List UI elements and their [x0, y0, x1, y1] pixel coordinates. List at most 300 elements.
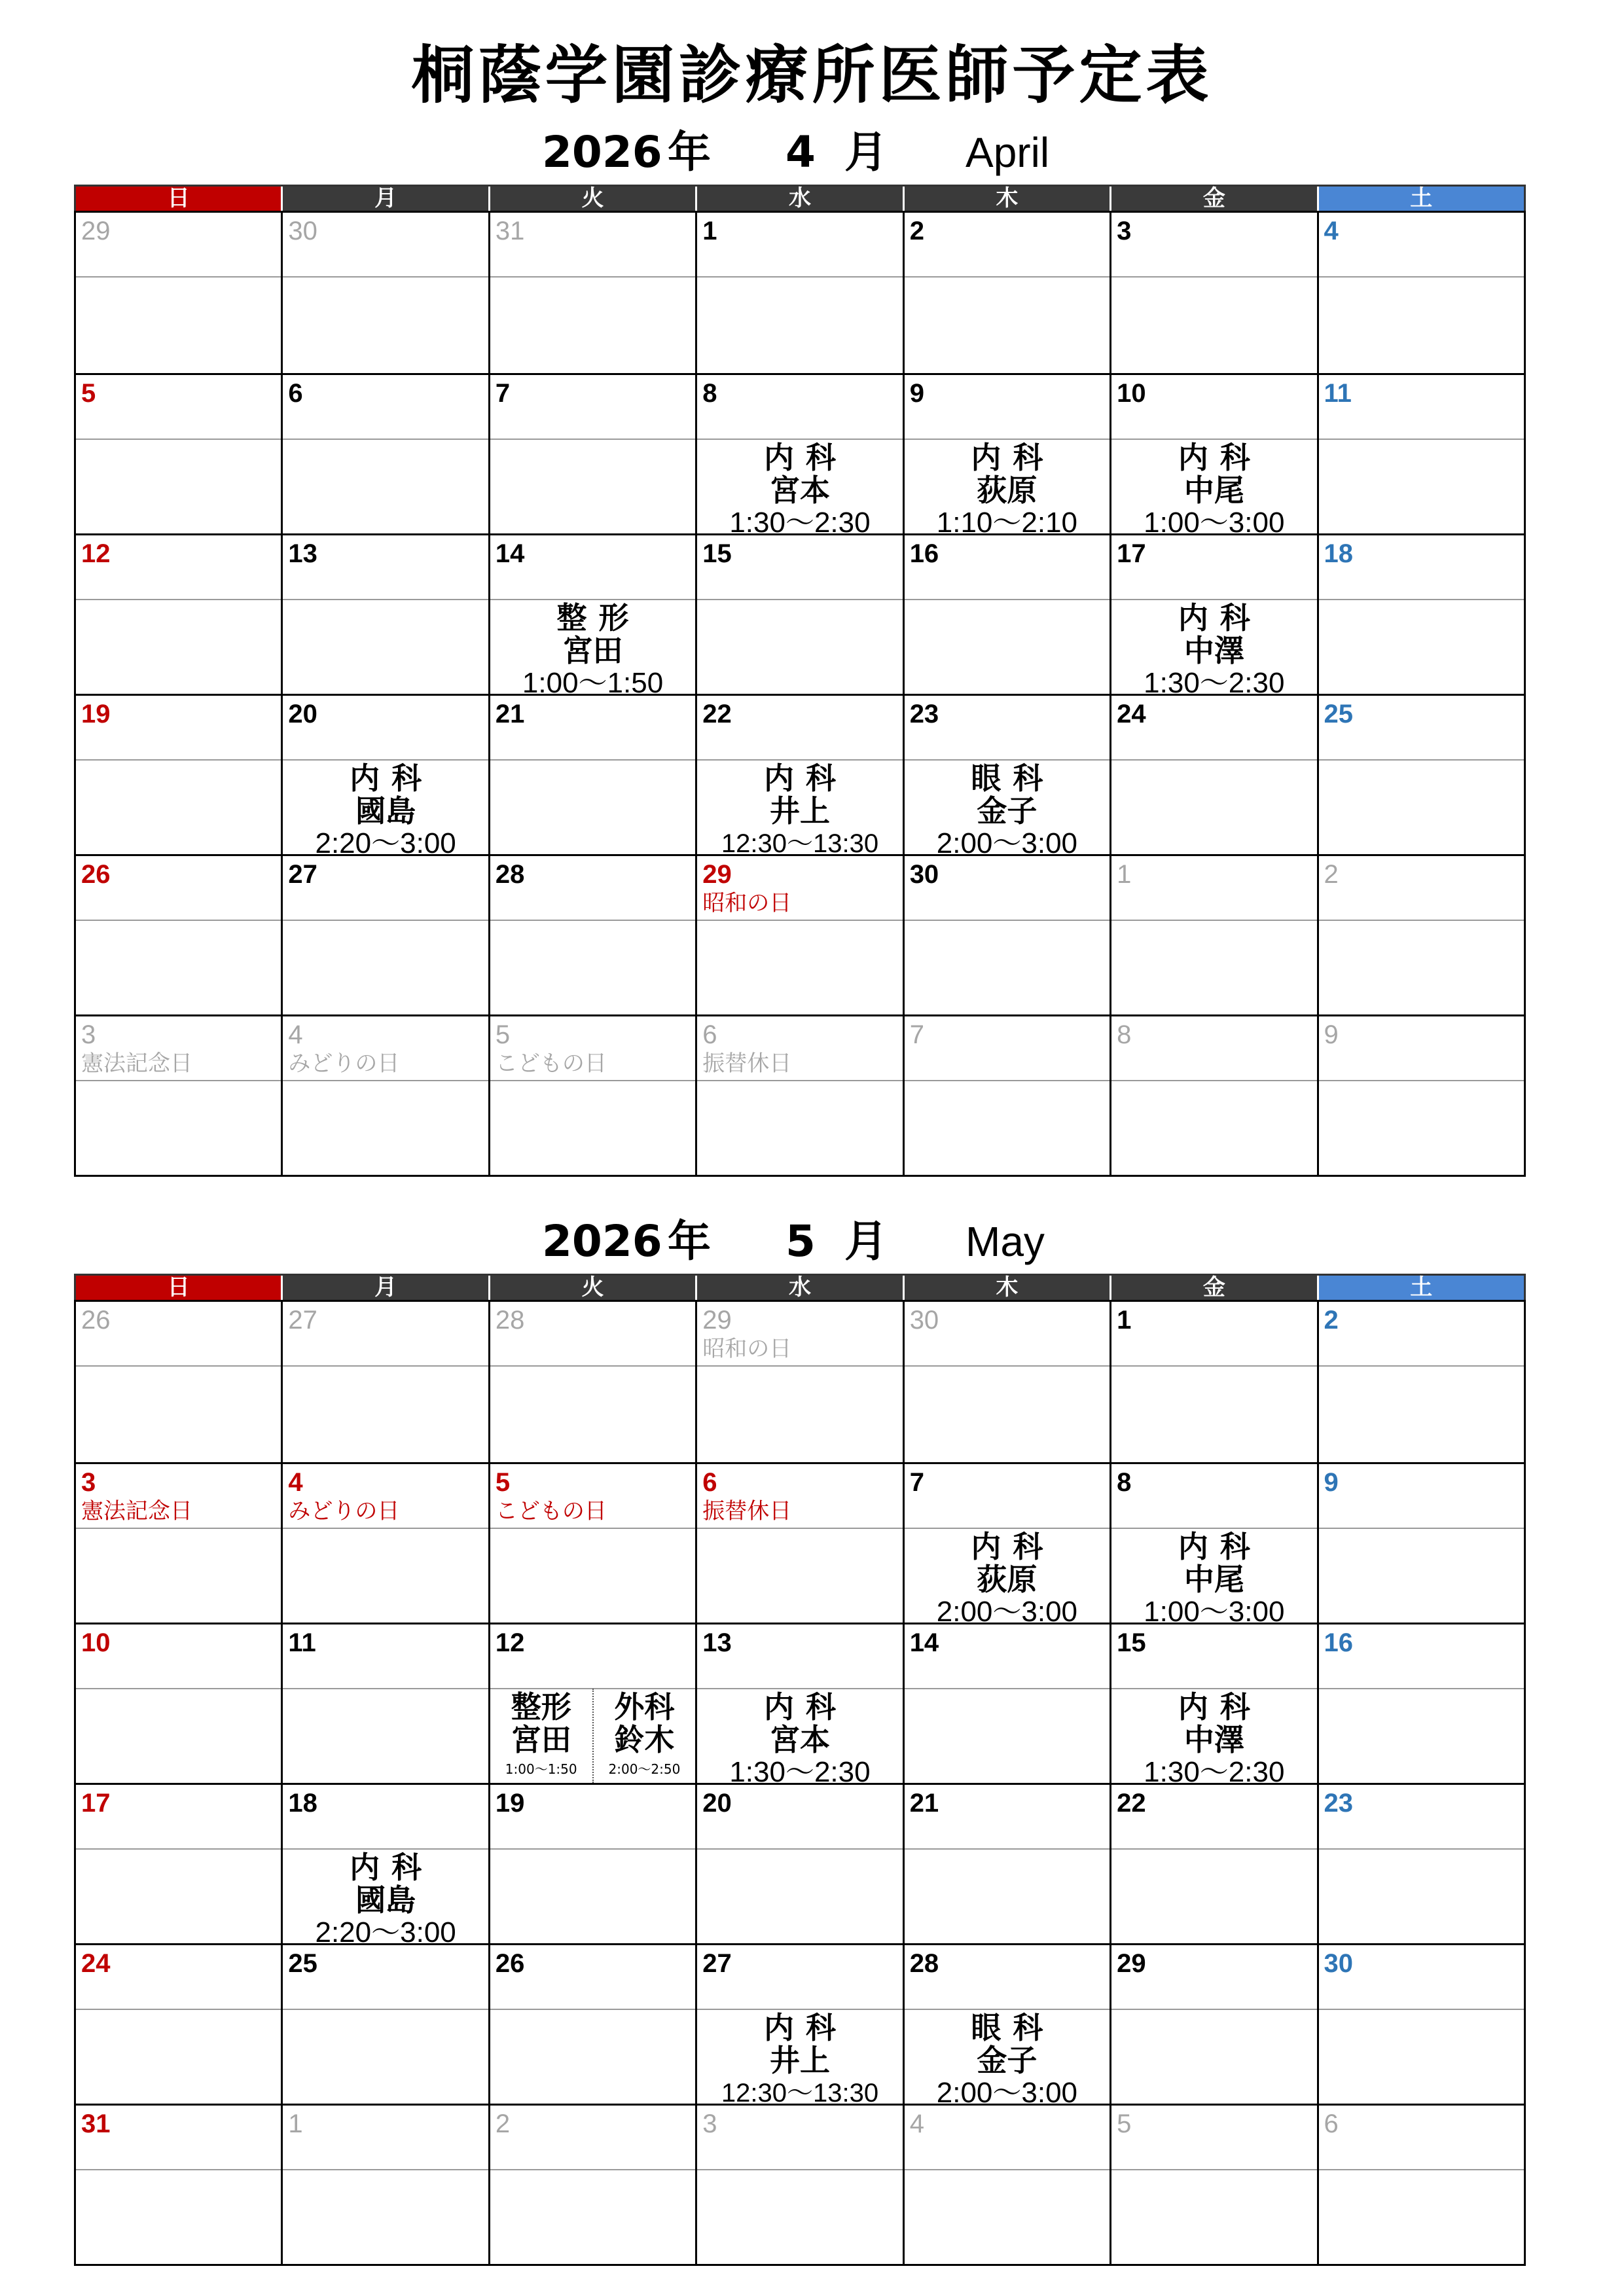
day-number: 6: [1324, 2109, 1339, 2138]
cell-divider: [697, 1365, 902, 1367]
day-number: 24: [1117, 700, 1146, 728]
calendar-day-cell: [695, 535, 902, 694]
holiday-label: みどりの日: [288, 1498, 400, 1524]
cell-divider: [1319, 1080, 1524, 1081]
doctor-appointment: [490, 600, 695, 694]
calendar-day-cell: [1110, 1945, 1316, 2104]
calendar-day-cell: [903, 1302, 1110, 1462]
day-number: 27: [702, 1949, 732, 1978]
cell-divider: [490, 2169, 695, 2170]
month-year: 2026: [542, 127, 662, 177]
calendar-week-row: [76, 1462, 1524, 1623]
calendar-day-cell: [1317, 1945, 1524, 2104]
calendar-day-cell: [76, 1464, 281, 1623]
month-unit: 月: [844, 127, 888, 177]
appointment-time: 1:30～2:30: [729, 1756, 871, 1783]
calendar-day-cell: [1317, 535, 1524, 694]
calendar-day-cell: [488, 1624, 695, 1783]
calendar-day-cell: [1110, 696, 1316, 854]
doctor-name: 宮田: [562, 633, 623, 668]
day-number: 8: [702, 379, 717, 408]
day-number: 29: [81, 217, 111, 245]
calendar-day-cell: [488, 535, 695, 694]
appointment-time: 12:30～13:30: [721, 829, 879, 854]
cell-divider: [1319, 1848, 1524, 1850]
appointment-time: 2:00～3:00: [936, 1596, 1078, 1623]
cell-divider: [1111, 2169, 1316, 2170]
cell-divider: [283, 2009, 488, 2010]
cell-divider: [76, 1365, 281, 1367]
cell-divider: [283, 920, 488, 921]
calendar-day-cell: [903, 856, 1110, 1014]
cell-divider: [1319, 439, 1524, 440]
day-number: 26: [495, 1949, 525, 1978]
calendar-day-cell: [488, 213, 695, 373]
doctor-appointment: [697, 1689, 902, 1783]
calendar-day-cell: [488, 696, 695, 854]
cell-divider: [490, 1365, 695, 1367]
holiday-label: 憲法記念日: [81, 1498, 192, 1524]
calendar-day-cell: [281, 1945, 488, 2104]
calendar-day-cell: [281, 1464, 488, 1623]
holiday-label: 振替休日: [702, 1498, 792, 1524]
doctor-name: 宮本: [769, 473, 830, 508]
calendar-day-cell: [281, 1016, 488, 1175]
cell-divider: [76, 599, 281, 600]
calendar-day-cell: [488, 1945, 695, 2104]
weekday-header-cell: 木: [903, 187, 1110, 211]
doctor-appointment: [905, 2009, 1110, 2104]
day-number: 3: [1117, 217, 1132, 245]
weekday-header-row: [74, 185, 1526, 211]
day-number: 23: [1324, 1789, 1354, 1818]
doctor-name: 井上: [769, 793, 830, 829]
calendar-day-cell: [76, 856, 281, 1014]
calendar-day-cell: [488, 1016, 695, 1175]
weekday-header-row: [74, 1274, 1526, 1300]
appointment-time: 2:20～3:00: [315, 1916, 456, 1943]
holiday-label: みどりの日: [288, 1050, 400, 1077]
calendar-day-cell: [488, 1302, 695, 1462]
day-number: 13: [702, 1628, 732, 1657]
calendar-week-row: [76, 1623, 1524, 1783]
calendar-april: [74, 185, 1526, 1177]
calendar-day-cell: [695, 696, 902, 854]
calendar-day-cell: [1317, 1624, 1524, 1783]
weekday-header-cell: 火: [488, 187, 695, 211]
calendar-grid: [74, 1300, 1526, 2266]
doctor-appointment: [283, 1849, 488, 1943]
day-number: 7: [909, 1468, 924, 1497]
calendar-day-cell: [1317, 213, 1524, 373]
cell-divider: [1111, 1848, 1316, 1850]
day-number: 28: [495, 1306, 525, 1335]
department-label: 内科: [763, 1689, 848, 1725]
calendar-day-cell: [903, 1016, 1110, 1175]
cell-divider: [1319, 2169, 1524, 2170]
cell-divider: [1319, 1528, 1524, 1529]
cell-divider: [490, 439, 695, 440]
day-number: 11: [288, 1628, 316, 1657]
department-label: 内科: [971, 440, 1055, 475]
cell-divider: [76, 2169, 281, 2170]
cell-divider: [697, 2169, 902, 2170]
day-number: 30: [1324, 1949, 1354, 1978]
doctor-appointment: [905, 760, 1110, 854]
cell-divider: [1111, 276, 1316, 278]
month-heading-april: [0, 117, 1624, 188]
day-number: 22: [702, 700, 732, 728]
day-number: 1: [702, 217, 717, 245]
appointment-time: 1:30～2:30: [729, 507, 871, 533]
calendar-day-cell: [1110, 213, 1316, 373]
calendar-week-row: [76, 694, 1524, 854]
day-number: 2: [909, 217, 924, 245]
calendar-day-cell: [281, 535, 488, 694]
department-label: 内科: [763, 2010, 848, 2045]
calendar-day-cell: [1317, 2106, 1524, 2264]
day-number: 31: [495, 217, 525, 245]
holiday-label: 昭和の日: [702, 890, 792, 916]
holiday-label: 昭和の日: [702, 1336, 792, 1362]
day-number: 2: [495, 2109, 511, 2138]
day-number: 9: [909, 379, 924, 408]
weekday-header-cell: 水: [695, 187, 902, 211]
calendar-day-cell: [1110, 1302, 1316, 1462]
cell-divider: [697, 920, 902, 921]
appointment-time: 2:00～2:50: [608, 1761, 681, 1777]
day-number: 30: [909, 860, 939, 889]
calendar-day-cell: [695, 856, 902, 1014]
day-number: 16: [909, 539, 939, 568]
doctor-name: 井上: [769, 2043, 830, 2078]
day-number: 18: [288, 1789, 317, 1818]
cell-divider: [1319, 759, 1524, 761]
day-number: 2: [1324, 1306, 1339, 1335]
day-number: 21: [909, 1789, 939, 1818]
day-number: 26: [81, 860, 111, 889]
day-number: 9: [1324, 1020, 1339, 1049]
cell-divider: [490, 920, 695, 921]
day-number: 9: [1324, 1468, 1339, 1497]
cell-divider: [1319, 1365, 1524, 1367]
appointment-time: 1:10～2:10: [936, 507, 1078, 533]
cell-divider: [283, 1688, 488, 1689]
day-number: 31: [81, 2109, 111, 2138]
calendar-day-cell: [76, 375, 281, 533]
doctor-name: 鈴木: [614, 1722, 675, 1757]
day-number: 28: [495, 860, 525, 889]
cell-divider: [905, 276, 1110, 278]
calendar-week-row: [76, 1014, 1524, 1175]
month-number: 5: [785, 1216, 816, 1266]
calendar-day-cell: [488, 1785, 695, 1943]
department-label: 内科: [763, 440, 848, 475]
doctor-appointment: [1111, 1689, 1316, 1783]
calendar-day-cell: [281, 213, 488, 373]
doctor-appointment: [1111, 1528, 1316, 1623]
cell-divider: [283, 1528, 488, 1529]
cell-divider: [76, 1848, 281, 1850]
doctor-appointment: [283, 760, 488, 854]
cell-divider: [697, 599, 902, 600]
day-number: 3: [81, 1468, 96, 1497]
calendar-day-cell: [488, 1464, 695, 1623]
calendar-day-cell: [281, 1302, 488, 1462]
calendar-day-cell: [695, 375, 902, 533]
calendar-day-cell: [1317, 1302, 1524, 1462]
calendar-day-cell: [281, 2106, 488, 2264]
day-number: 18: [1324, 539, 1354, 568]
department-label: 内科: [350, 761, 434, 796]
day-number: 1: [288, 2109, 303, 2138]
doctor-name: 宮田: [511, 1722, 571, 1757]
cell-divider: [76, 1080, 281, 1081]
cell-divider: [490, 1080, 695, 1081]
cell-divider: [1111, 1365, 1316, 1367]
day-number: 24: [81, 1949, 111, 1978]
day-number: 21: [495, 700, 525, 728]
cell-divider: [76, 920, 281, 921]
day-number: 25: [288, 1949, 317, 1978]
doctor-appointment: [697, 439, 902, 533]
department-label: 内科: [971, 1529, 1055, 1564]
calendar-may: [74, 1274, 1526, 2266]
day-number: 26: [81, 1306, 111, 1335]
calendar-day-cell: [1317, 375, 1524, 533]
calendar-grid: [74, 211, 1526, 1177]
department-label: 内科: [763, 761, 848, 796]
month-english-name: May: [965, 1218, 1045, 1265]
cell-divider: [905, 2169, 1110, 2170]
calendar-week-row: [76, 2104, 1524, 2264]
day-number: 14: [909, 1628, 939, 1657]
cell-divider: [697, 276, 902, 278]
calendar-day-cell: [903, 375, 1110, 533]
cell-divider: [283, 439, 488, 440]
weekday-header-cell: 木: [903, 1276, 1110, 1300]
calendar-day-cell: [76, 2106, 281, 2264]
day-number: 5: [495, 1468, 511, 1497]
calendar-day-cell: [695, 2106, 902, 2264]
cell-divider: [283, 1080, 488, 1081]
calendar-day-cell: [488, 856, 695, 1014]
day-number: 15: [1117, 1628, 1146, 1657]
day-number: 23: [909, 700, 939, 728]
calendar-week-row: [76, 373, 1524, 533]
cell-divider: [76, 1688, 281, 1689]
cell-divider: [1111, 759, 1316, 761]
day-number: 30: [288, 217, 317, 245]
day-number: 10: [81, 1628, 111, 1657]
calendar-day-cell: [1317, 1464, 1524, 1623]
cell-divider: [283, 599, 488, 600]
day-number: 19: [495, 1789, 525, 1818]
day-number: 27: [288, 860, 317, 889]
doctor-name: 中澤: [1183, 633, 1244, 668]
day-number: 12: [81, 539, 111, 568]
cell-divider: [1319, 2009, 1524, 2010]
calendar-day-cell: [488, 375, 695, 533]
day-number: 2: [1324, 860, 1339, 889]
day-number: 19: [81, 700, 111, 728]
month-year-unit: 年: [668, 127, 711, 177]
month-year: 2026: [542, 1216, 662, 1266]
day-number: 28: [909, 1949, 939, 1978]
calendar-day-cell: [76, 1302, 281, 1462]
day-number: 8: [1117, 1468, 1132, 1497]
calendar-day-cell: [281, 375, 488, 533]
day-number: 7: [495, 379, 511, 408]
cell-divider: [490, 759, 695, 761]
cell-divider: [1111, 1080, 1316, 1081]
day-number: 4: [1324, 217, 1339, 245]
calendar-day-cell: [695, 213, 902, 373]
department-label: 眼科: [971, 761, 1055, 796]
calendar-day-cell: [695, 1785, 902, 1943]
month-number: 4: [785, 127, 816, 177]
page-title: 桐蔭学園診療所医師予定表: [411, 39, 1213, 112]
holiday-label: こどもの日: [495, 1498, 607, 1524]
cell-divider: [1319, 276, 1524, 278]
day-number: 13: [288, 539, 317, 568]
calendar-day-cell: [76, 1016, 281, 1175]
appointment-time: 1:00～3:00: [1144, 1596, 1285, 1623]
weekday-header-cell: 月: [281, 187, 488, 211]
cell-divider: [697, 1528, 902, 1529]
cell-divider: [697, 1080, 902, 1081]
doctor-name: 國島: [355, 1882, 416, 1918]
appointment-half: [594, 1689, 696, 1783]
department-label: 内科: [1178, 1689, 1262, 1725]
doctor-appointment: [905, 1528, 1110, 1623]
day-number: 14: [495, 539, 525, 568]
day-number: 29: [702, 1306, 732, 1335]
calendar-day-cell: [1110, 1785, 1316, 1943]
calendar-day-cell: [76, 1785, 281, 1943]
day-number: 11: [1324, 379, 1352, 408]
calendar-day-cell: [1110, 1464, 1316, 1623]
day-number: 3: [702, 2109, 717, 2138]
cell-divider: [490, 276, 695, 278]
calendar-day-cell: [1317, 696, 1524, 854]
day-number: 1: [1117, 860, 1132, 889]
day-number: 29: [1117, 1949, 1146, 1978]
doctor-name: 國島: [355, 793, 416, 829]
weekday-header-cell: 月: [281, 1276, 488, 1300]
calendar-day-cell: [281, 856, 488, 1014]
calendar-day-cell: [695, 1624, 902, 1783]
appointment-time: 12:30～13:30: [721, 2079, 879, 2104]
calendar-day-cell: [76, 213, 281, 373]
day-number: 4: [288, 1020, 303, 1049]
cell-divider: [905, 920, 1110, 921]
cell-divider: [1111, 920, 1316, 921]
day-number: 1: [1117, 1306, 1132, 1335]
weekday-header-cell: 水: [695, 1276, 902, 1300]
calendar-week-row: [76, 213, 1524, 373]
day-number: 5: [495, 1020, 511, 1049]
month-english-name: April: [965, 129, 1050, 176]
appointment-time: 2:20～3:00: [315, 827, 456, 854]
appointment-time: 1:30～2:30: [1144, 1756, 1285, 1783]
weekday-header-cell: 金: [1110, 1276, 1316, 1300]
doctor-appointment: [697, 2009, 902, 2104]
doctor-name: 金子: [977, 793, 1038, 829]
day-number: 4: [288, 1468, 303, 1497]
doctor-name: 中尾: [1183, 473, 1244, 508]
calendar-day-cell: [76, 535, 281, 694]
doctor-appointment: [697, 760, 902, 854]
calendar-day-cell: [76, 1624, 281, 1783]
calendar-day-cell: [1317, 856, 1524, 1014]
department-label: 外科: [614, 1689, 675, 1725]
doctor-name: 中澤: [1183, 1722, 1244, 1757]
cell-divider: [490, 1848, 695, 1850]
calendar-day-cell: [1110, 2106, 1316, 2264]
calendar-week-row: [76, 533, 1524, 694]
holiday-label: 振替休日: [702, 1050, 792, 1077]
day-number: 6: [702, 1468, 717, 1497]
calendar-week-row: [76, 854, 1524, 1014]
calendar-day-cell: [281, 696, 488, 854]
day-number: 20: [288, 700, 317, 728]
cell-divider: [905, 1688, 1110, 1689]
holiday-label: 憲法記念日: [81, 1050, 192, 1077]
department-label: 内科: [350, 1850, 434, 1885]
department-label: 内科: [1178, 1529, 1262, 1564]
day-number: 27: [288, 1306, 317, 1335]
calendar-week-row: [76, 1302, 1524, 1462]
day-number: 5: [81, 379, 96, 408]
day-number: 5: [1117, 2109, 1132, 2138]
calendar-day-cell: [1110, 1016, 1316, 1175]
calendar-day-cell: [903, 2106, 1110, 2264]
department-label: 内科: [1178, 440, 1262, 475]
weekday-header-cell: 火: [488, 1276, 695, 1300]
doctor-appointment: [905, 439, 1110, 533]
calendar-day-cell: [695, 1945, 902, 2104]
calendar-day-cell: [281, 1785, 488, 1943]
day-number: 10: [1117, 379, 1146, 408]
cell-divider: [1319, 599, 1524, 600]
day-number: 8: [1117, 1020, 1132, 1049]
weekday-header-cell: 日: [76, 187, 281, 211]
weekday-header-cell: 土: [1317, 187, 1524, 211]
calendar-day-cell: [903, 213, 1110, 373]
cell-divider: [905, 599, 1110, 600]
cell-divider: [283, 1365, 488, 1367]
department-label: 整形: [511, 1689, 571, 1725]
cell-divider: [490, 2009, 695, 2010]
calendar-day-cell: [76, 1945, 281, 2104]
day-number: 15: [702, 539, 732, 568]
day-number: 12: [495, 1628, 525, 1657]
calendar-day-cell: [695, 1302, 902, 1462]
appointment-time: 2:00～3:00: [936, 827, 1078, 854]
doctor-appointment: [1111, 600, 1316, 694]
calendar-day-cell: [1110, 856, 1316, 1014]
appointment-time: 1:00～1:50: [522, 667, 664, 694]
calendar-day-cell: [903, 696, 1110, 854]
day-number: 4: [909, 2109, 924, 2138]
calendar-day-cell: [281, 1624, 488, 1783]
calendar-day-cell: [695, 1464, 902, 1623]
calendar-day-cell: [903, 1785, 1110, 1943]
cell-divider: [905, 1365, 1110, 1367]
day-number: 29: [702, 860, 732, 889]
appointment-time: 1:00～1:50: [505, 1761, 577, 1777]
